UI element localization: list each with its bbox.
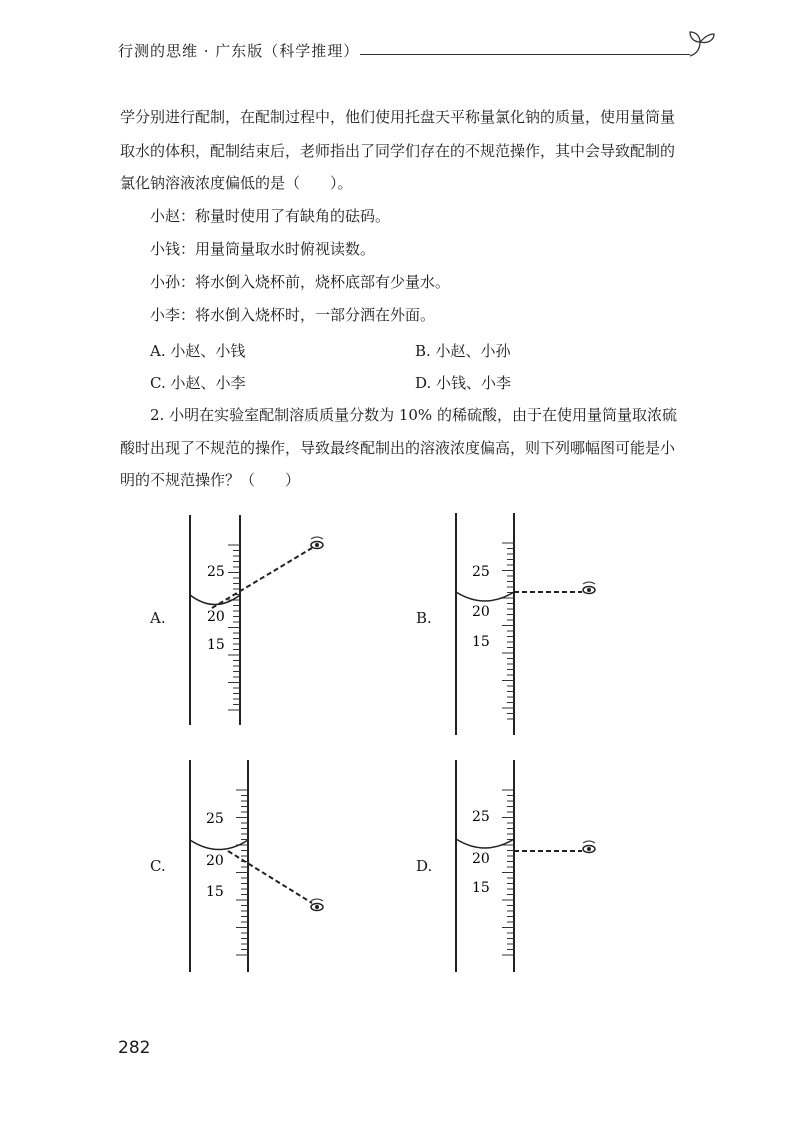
q1-option-c: C. 小赵、小李 [150,374,246,392]
tick-label-25: 25 [206,811,224,827]
scale-ticks [502,790,514,955]
q1-statement: 小钱：用量筒量取水时俯视读数。 [150,240,376,258]
q2-stem-line-2: 酸时出现了不规范的操作，导致最终配制出的溶液浓度偏高，则下列哪幅图可能是小 [120,439,676,457]
tick-label-25: 25 [472,809,490,825]
figure-a-label: A. [150,609,166,627]
q2-stem-line-3: 明的不规范操作？（ ） [120,471,301,489]
eye-icon [311,899,323,911]
q1-stem-line-3: 氯化钠溶液浓度偏低的是（ ）。 [120,174,353,192]
figure-b-label: B. [416,609,432,627]
figure-d-label: D. [416,857,433,875]
tick-label-15: 15 [206,884,224,900]
eye-icon [583,841,595,853]
tick-label-25: 25 [207,564,225,580]
page-number: 282 [118,1038,151,1058]
eye-icon [311,537,323,549]
sprout-icon [686,26,716,58]
q1-option-d: D. 小钱、小李 [415,374,512,392]
q1-statement: 小李：将水倒入烧杯时，一部分洒在外面。 [150,306,436,324]
meniscus [456,839,514,848]
header-rule [360,54,690,55]
meniscus [190,595,240,605]
running-header: 行测的思维 · 广东版（科学推理） [118,42,360,60]
cylinder-walls [456,513,514,735]
sight-line [228,851,312,903]
tick-label-20: 20 [207,609,225,625]
meniscus [456,592,514,601]
cylinder-figure-c [170,755,350,977]
tick-label-20: 20 [206,853,224,869]
cylinder-figure-b [436,508,616,740]
scale-ticks [502,543,514,719]
tick-label-20: 20 [472,851,490,867]
q1-statement: 小孙：将水倒入烧杯前，烧杯底部有少量水。 [150,273,451,291]
scale-ticks [228,545,240,710]
q1-stem-line-2: 取水的体积，配制结束后，老师指出了同学们存在的不规范操作，其中会导致配制的 [120,142,676,160]
tick-label-20: 20 [472,604,490,620]
tick-label-15: 15 [472,634,490,650]
q1-option-a: A. 小赵、小钱 [150,342,246,360]
figure-c-label: C. [150,857,166,875]
tick-label-25: 25 [472,564,490,580]
q1-option-b: B. 小赵、小孙 [415,342,511,360]
eye-icon [583,582,595,594]
tick-label-15: 15 [472,880,490,896]
meniscus [190,840,248,850]
q1-statement: 小赵：称量时使用了有缺角的砝码。 [150,207,391,225]
cylinder-figure-d [436,755,616,977]
scale-ticks [236,790,248,955]
q2-stem-line-1: 2. 小明在实验室配制溶质质量分数为 10% 的稀硫酸，由于在使用量筒量取浓硫 [150,406,677,424]
tick-label-15: 15 [207,637,225,653]
q1-stem-line-1: 学分别进行配制，在配制过程中，他们使用托盘天平称量氯化钠的质量，使用量筒量 [120,108,676,126]
cylinder-figure-a [170,510,350,730]
sight-line [212,548,312,608]
